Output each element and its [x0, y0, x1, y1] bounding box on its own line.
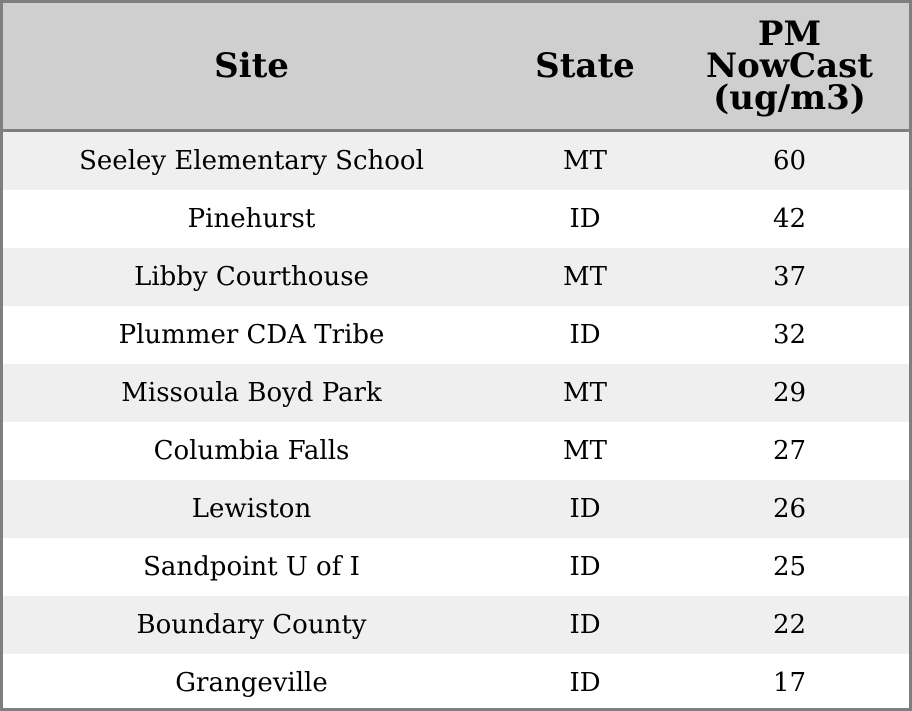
table-row	[3, 190, 909, 248]
state-cell: ID	[569, 204, 601, 234]
table-row	[3, 422, 909, 480]
table-row	[3, 306, 909, 364]
site-cell: Libby Courthouse	[134, 262, 369, 292]
pm-nowcast-cell: 22	[772, 610, 807, 640]
column-header-site: Site	[214, 46, 289, 86]
table-row	[3, 248, 909, 306]
state-cell: ID	[569, 494, 601, 524]
state-cell: ID	[569, 320, 601, 350]
site-cell: Boundary County	[136, 610, 367, 640]
state-cell: ID	[569, 668, 601, 698]
site-cell: Grangeville	[175, 668, 328, 698]
column-header-pm-nowcast: PM NowCast (ug/m3)	[706, 14, 873, 118]
site-cell: Sandpoint U of I	[143, 552, 360, 582]
pm-nowcast-cell: 29	[772, 378, 807, 408]
state-cell: MT	[563, 262, 607, 292]
pm-nowcast-cell: 42	[772, 204, 807, 234]
pm-nowcast-cell: 25	[772, 552, 807, 582]
table-row	[3, 654, 909, 711]
site-cell: Missoula Boyd Park	[121, 378, 382, 408]
state-cell: MT	[563, 378, 607, 408]
table-row	[3, 538, 909, 596]
site-cell: Pinehurst	[187, 204, 316, 234]
pm-nowcast-cell: 32	[772, 320, 807, 350]
column-header-state: State	[535, 46, 635, 86]
state-cell: MT	[563, 436, 607, 466]
table-row	[3, 480, 909, 538]
table-row	[3, 596, 909, 654]
table-row	[3, 364, 909, 422]
state-cell: MT	[563, 146, 607, 176]
table-header-row	[3, 3, 909, 132]
pm-nowcast-cell: 27	[772, 436, 807, 466]
pm-nowcast-cell: 60	[772, 146, 807, 176]
pm-nowcast-cell: 37	[772, 262, 807, 292]
pm-nowcast-cell: 17	[772, 668, 807, 698]
site-cell: Seeley Elementary School	[79, 146, 424, 176]
pm-nowcast-cell: 26	[772, 494, 807, 524]
state-cell: ID	[569, 552, 601, 582]
site-cell: Plummer CDA Tribe	[118, 320, 385, 350]
table-row	[3, 132, 909, 190]
site-cell: Columbia Falls	[153, 436, 350, 466]
site-cell: Lewiston	[191, 494, 312, 524]
state-cell: ID	[569, 610, 601, 640]
